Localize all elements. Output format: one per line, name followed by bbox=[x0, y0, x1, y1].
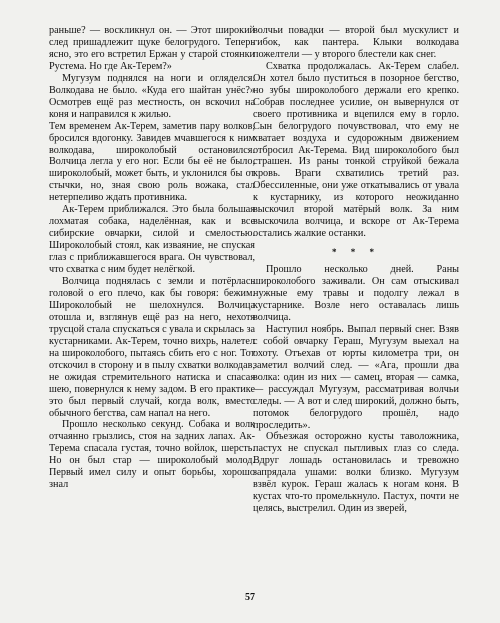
paragraph: Схватка продолжалась. Ак-Терем слабел. Он хотел было пуститься в позорное бегство, но зубы широколобого держали его крепко. Собрав последнее усилие, он вывернулся от своего противника и вцепился ему в горло. Сын белогрудого почувствовал, что ему не хватает воздуха и судорожным движением отбросил Ак-Терема. Вид широколобого был страшен. Из раны тонкой струйкой бежала кровь. Враги схватились третий раз. Обессиленные, они уже откатывались от увала к кустарнику, из которого неожиданно выскочил второй матёрый волк. За ним выскочила волчица, и вскоре от Ак-Терема остались жалкие останки. bbox=[253, 60, 459, 240]
paragraph: раньше? — воскликнул он. — Этот широкий след пришадлежит щуке белогрудого. Теперь ясно, это его встретил Ержан у старой стоянки Рустема. Но где Ак-Терем?» bbox=[49, 25, 255, 72]
paragraph: Мугузум поднялся на ноги и огляделся. Волкодава не было. «Куда его шайтан унёс?» Осмотрев ещё раз местность, он вскочил на коня и направился к жилью. bbox=[49, 72, 255, 120]
page-number: 57 bbox=[245, 592, 255, 603]
paragraph: Тем временем Ак-Терем, заметив пару волков, бросился вдогонку. Завидев мчавшегося к ним волкодава, широколобый остановился. Волчица легла у его ног. Если бы её не было, широколобый, может быть, и уклонился бы от стычки, но, зная свою роль вожака, стал нетерпеливо ждать противника. bbox=[49, 120, 255, 204]
left-text-column bbox=[49, 25, 255, 491]
paragraph: Прошло несколько секунд. Собака и волк отчаянно грызлись, стоя на задних лапах. Ак-Терема спасала густая, точно войлок, шерсть. Но он был стар — широколобый молод. Первый имел силу и опыт борьбы, хорошо знал bbox=[49, 419, 255, 491]
paragraph: Наступил ноябрь. Выпал первый снег. Взяв с собой овчарку Гераш, Мугузум выехал на охоту. Отъехав от юрты километра три, он заметил волчий след. — «Ага, прошли два волка: один из них — самец, вторая — самка, — рассуждал Мугузум, рассматривая волчьи следы. — А вот и след широкий, должно быть, потомок белогрудого прошёл, надо проследить». bbox=[253, 323, 459, 431]
paragraph: Ак-Терем приближался. Это была большая лохматая собака, наделённая, как и все сибирские овчарки, силой и смелостью. Широколобый стоял, как изваяние, не спуская глаз с приближавшегося врага. Он чувствовал, что схватка с ним будет нелёгкой. bbox=[49, 204, 255, 276]
paragraph: Прошло несколько дней. Раны широколобого заживали. Он сам отыскивал нужные ему травы и подолгу лежал в кустарнике. Возле него оставалась лишь волчица. bbox=[253, 264, 459, 323]
section-separator: * * * bbox=[332, 247, 380, 258]
paragraph: Волчица поднялась с земли и потёрлась головой о его плечо, как бы говоря: бежим. Широколобый не шелохнулся. Волчица отошла и, взглянув ещё раз на него, нехотя трусцой стала спускаться с увала и скрылась за кустарниками. Ак-Терем, точно вихрь, налетел на широколобого, пытаясь сбить его с ног. Тот отскочил в сторону и в пылу схватки волкодав, не ожидая стремительного натиска и спасая шею, повернулся к нему задом. В его практике это был первый случай, когда волк, вместо обычного бегства, сам напал на него. bbox=[49, 276, 255, 419]
right-text-column bbox=[253, 25, 459, 515]
paragraph: Объезжая осторожно кусты таволожника, пастух не спускал пытливых глаз со следа. Вдруг лошадь остановилась и тревожно запрядала ушами: волки близко. Мугузум взвёл курок. Гераш жалась к ногам коня. В кустах что-то промелькнуло. Пастух, почти не целясь, выстрелил. Один из зверей, bbox=[253, 431, 459, 515]
paragraph: волчьи повадки — второй был мускулист и гибок, как пантера. Клыки волкодава пожелтели — у второго блестели как снег. bbox=[253, 25, 459, 60]
